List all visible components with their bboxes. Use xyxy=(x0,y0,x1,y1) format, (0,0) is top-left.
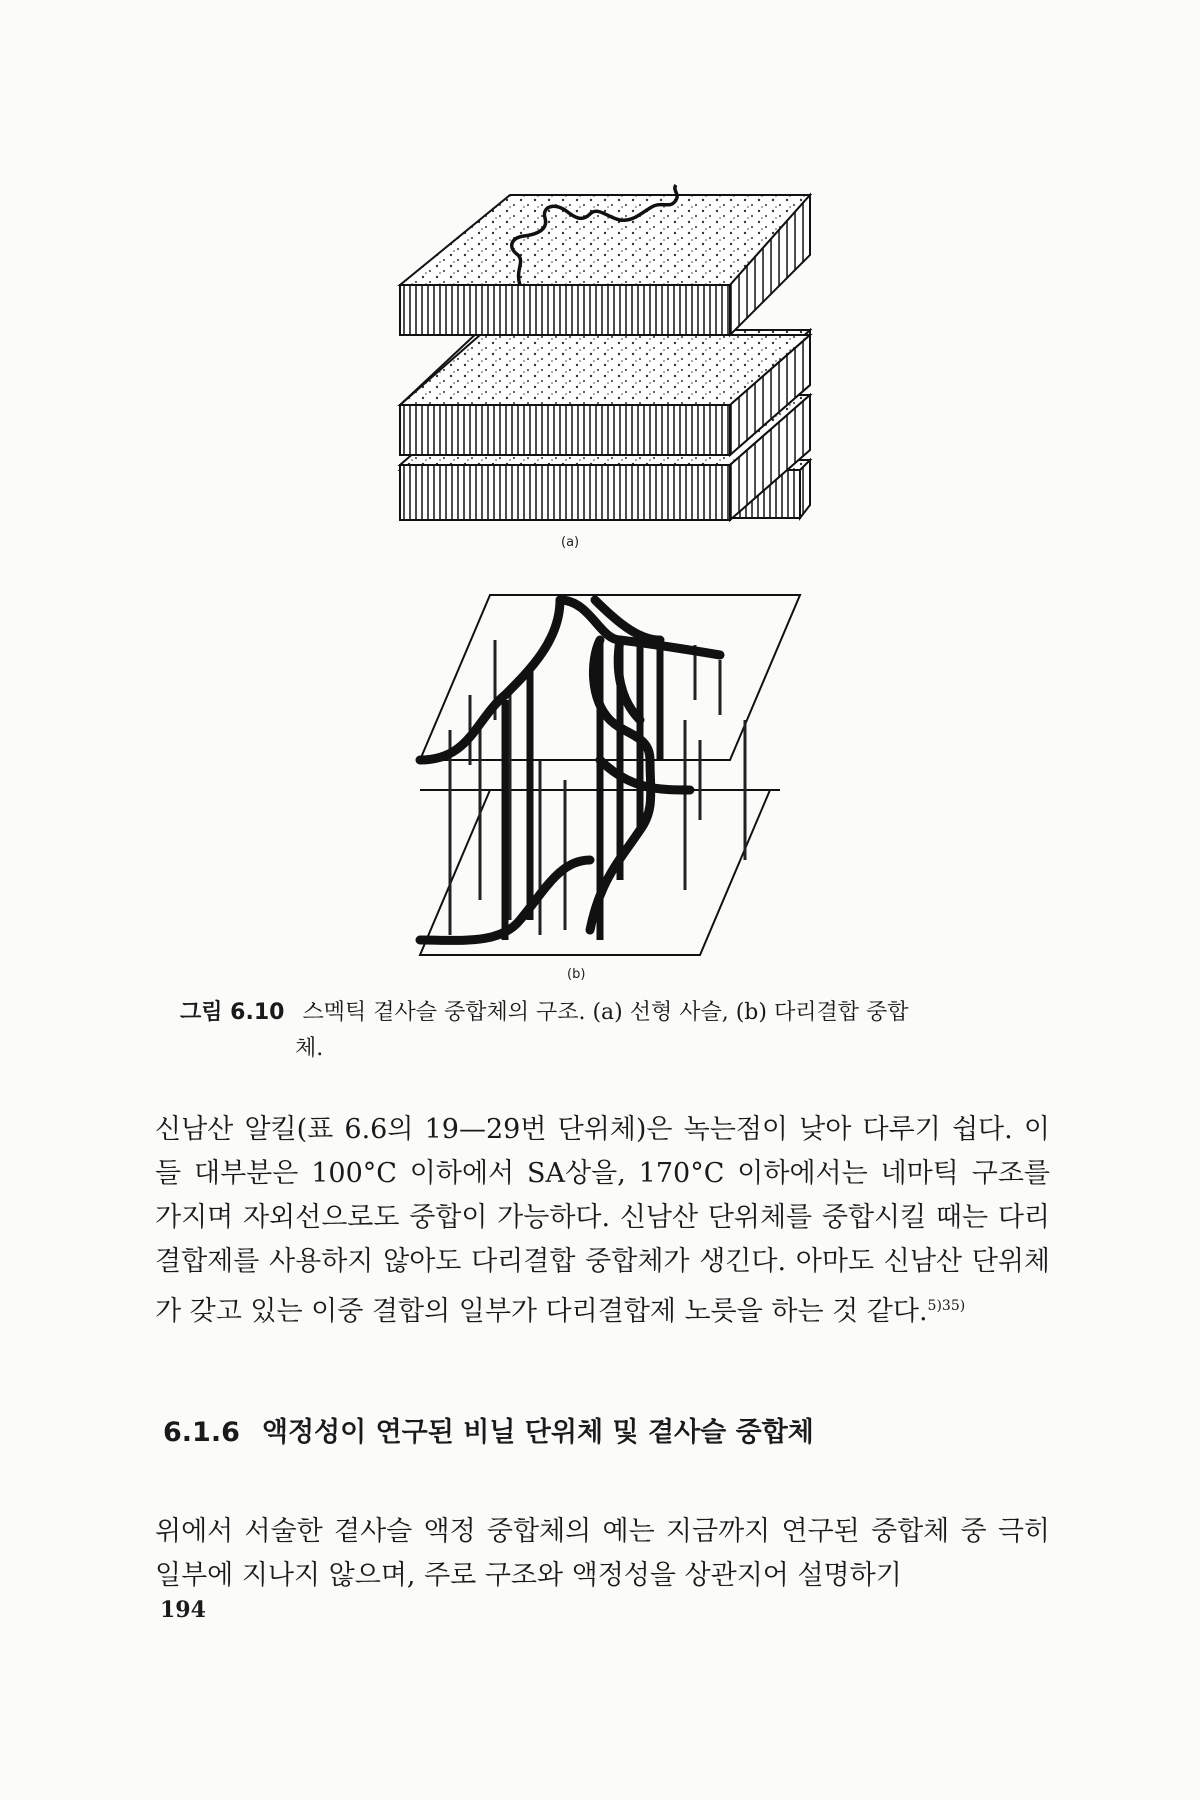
caption-text: 스멕틱 곁사슬 중합체의 구조. (a) 선형 사슬, (b) 다리결합 중합 xyxy=(302,1000,909,1025)
layer-top xyxy=(400,185,810,340)
paragraph-1-text: 신남산 알킬(표 6.6의 19—29번 단위체)은 녹는점이 낮아 다루기 쉽다. 이들 대부분은 100°C 이하에서 SA상을, 170°C 이하에서는 네마틱 구조를 가지며 자외선으로도 중합이 가능하다. 신남산 단위체를 중합시킬 때는 다리결합제를 사용하지 않아도 다리결합 중합체가 생긴다. 아마도 신남산 단위체가 갖고 있는 이중 결합의 일부가 다리결합제 노릇을 하는 것 같다. xyxy=(155,1114,1050,1327)
bottom-plane xyxy=(420,790,770,955)
paragraph-1-refs: 5)35) xyxy=(927,1298,966,1314)
paragraph-1 xyxy=(155,1108,1050,1334)
thick-chains xyxy=(420,600,720,940)
figure-b-label: (b) xyxy=(567,967,586,982)
caption-label: 그림 6.10 xyxy=(180,1000,285,1025)
figure-a-label: (a) xyxy=(561,535,580,550)
layer-middle-top xyxy=(400,335,810,455)
section-title: 액정성이 연구된 비닐 단위체 및 곁사슬 중합체 xyxy=(261,1417,814,1448)
figure-b-crosslinked xyxy=(420,595,800,955)
figure-caption xyxy=(180,995,1060,1067)
section-heading xyxy=(163,1410,814,1449)
section-number: 6.1.6 xyxy=(163,1417,240,1448)
figure-a-layers xyxy=(400,185,810,520)
page-number: 194 xyxy=(160,1597,206,1623)
caption-text-cont: 체. xyxy=(295,1036,324,1061)
paragraph-2: 위에서 서술한 곁사슬 액정 중합체의 예는 지금까지 연구된 중합체 중 극히 일부에 지나지 않으며, 주로 구조와 액정성을 상관지어 설명하기 xyxy=(155,1516,1050,1591)
